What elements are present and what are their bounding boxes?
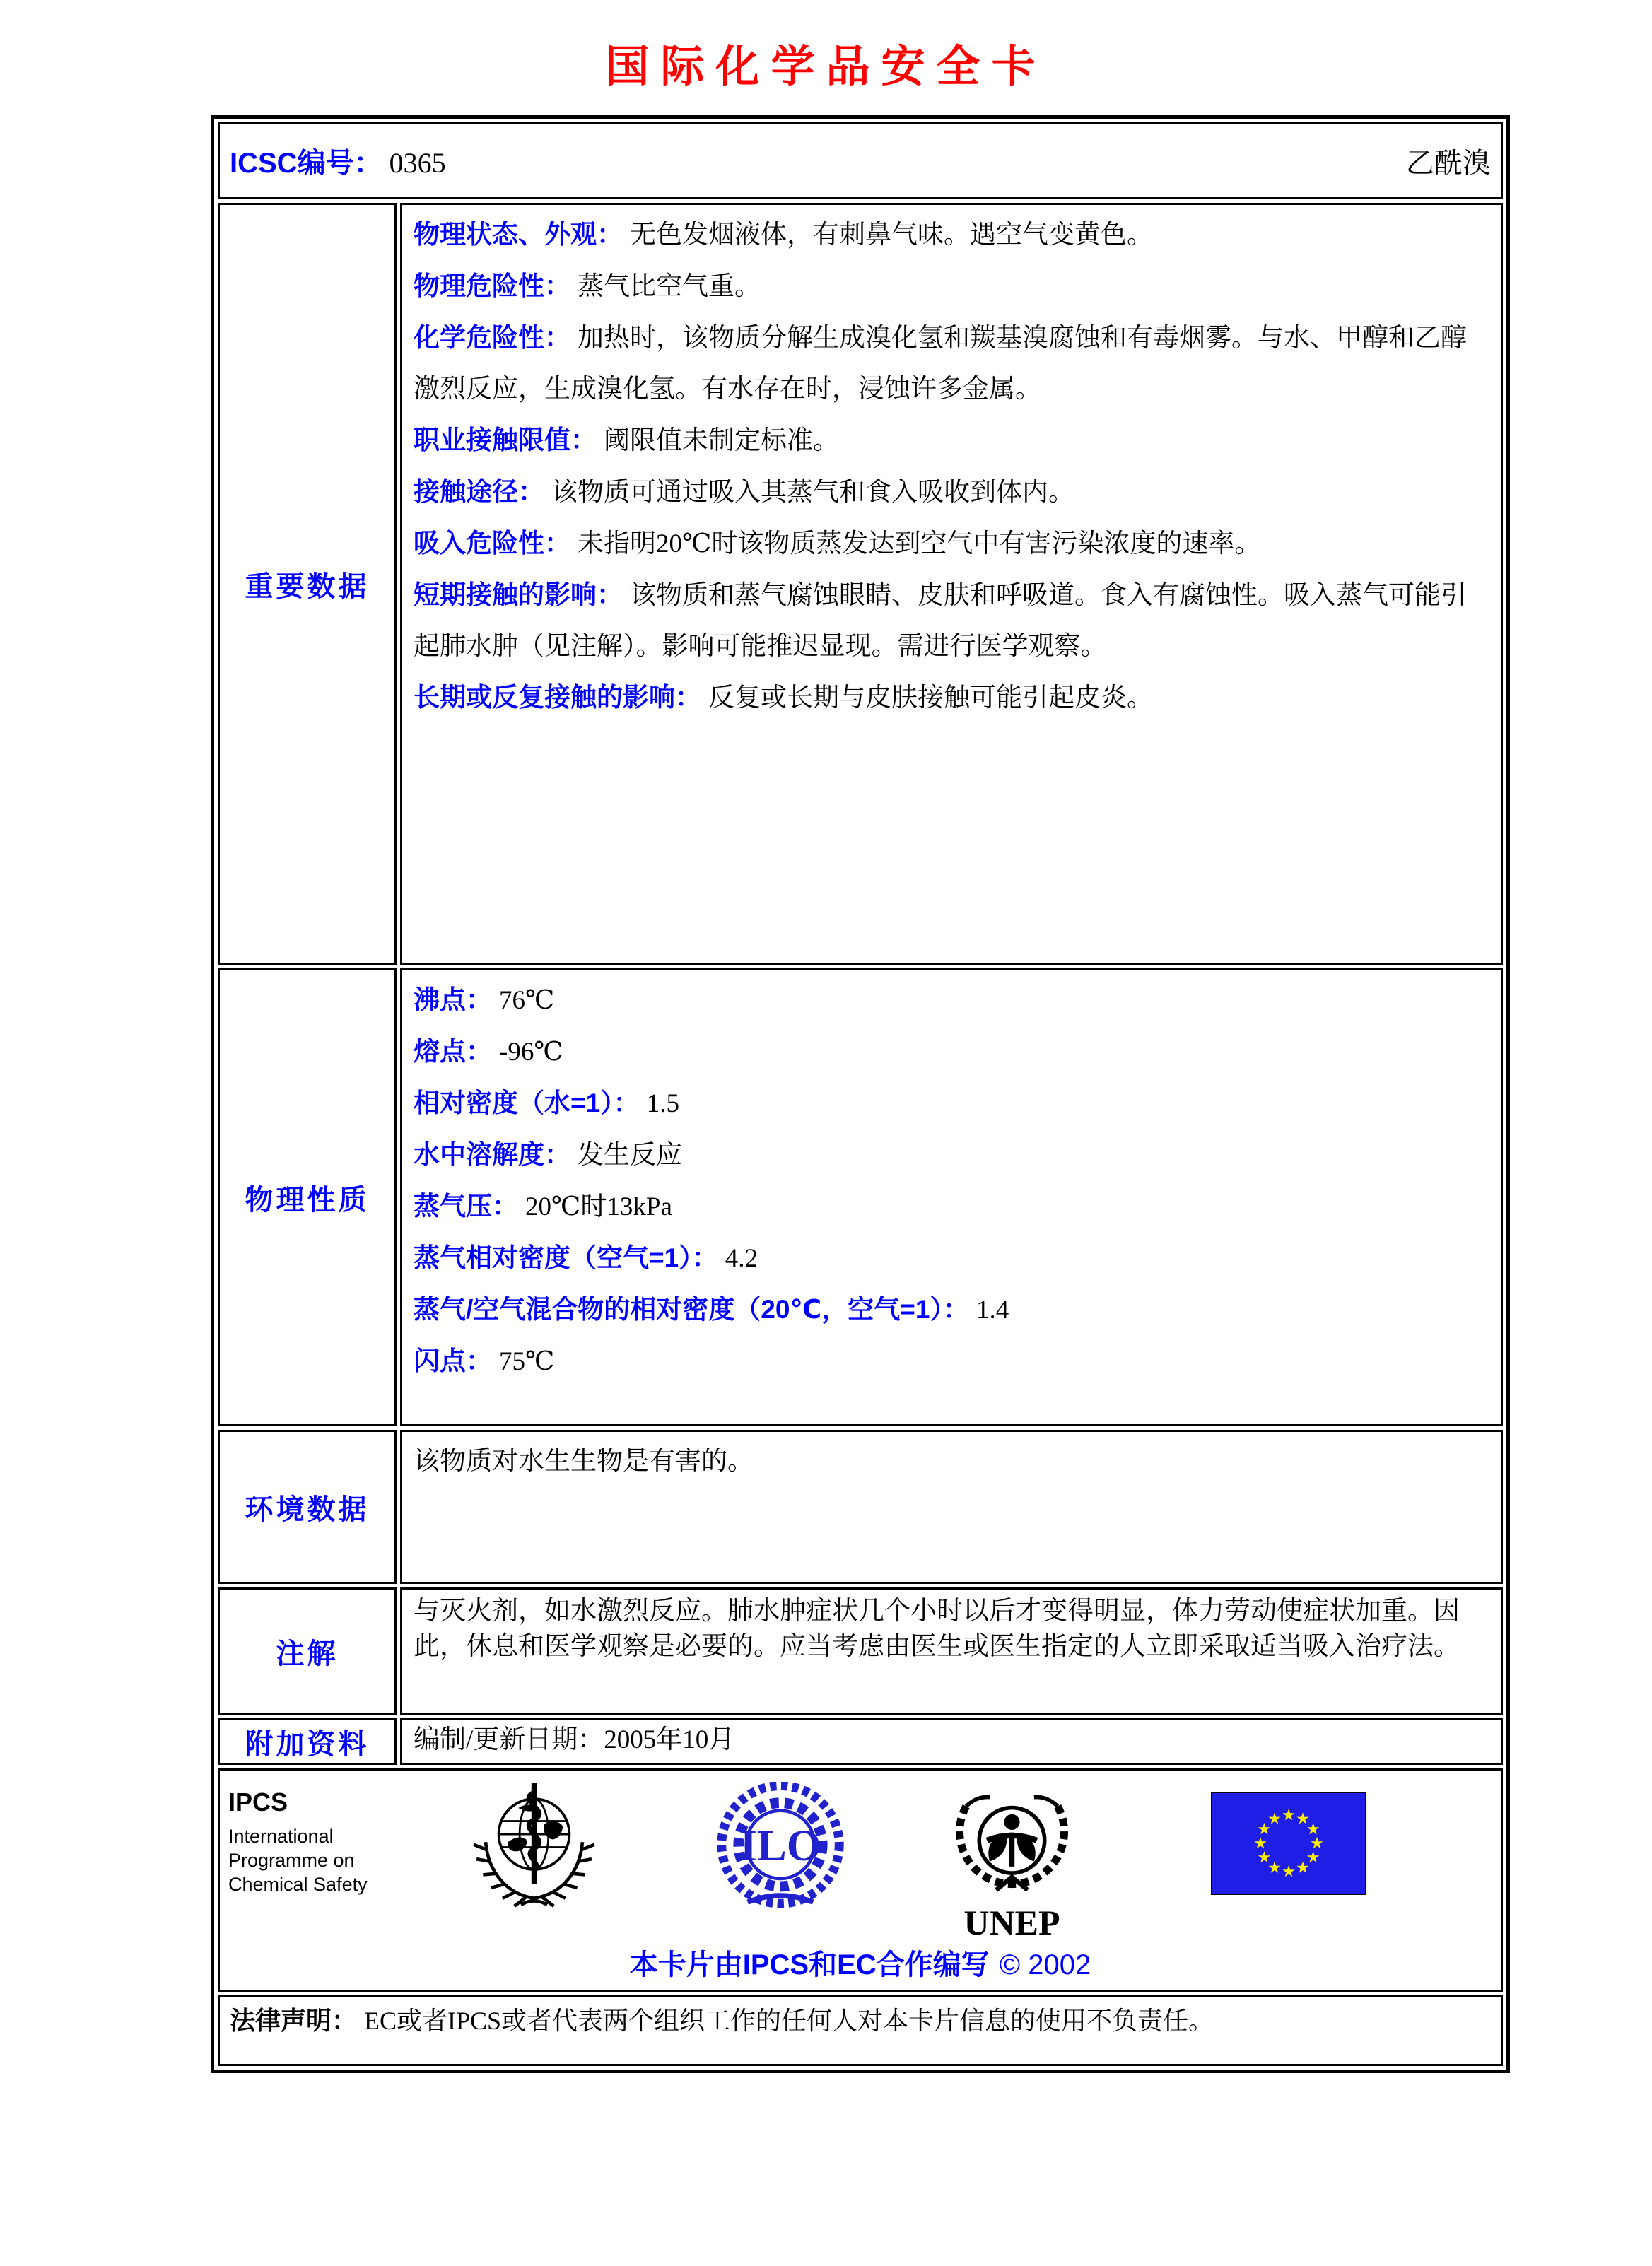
- icsc-header-cell: [218, 122, 1503, 199]
- logos-cell: [218, 1768, 1503, 1992]
- field-exposure-route: 接触途径： 该物质可通过吸入其蒸气和食入吸收到体内。: [414, 477, 1074, 507]
- legal-label: 法律声明：: [230, 2006, 358, 2035]
- additional-info-content: 编制/更新日期：2005年10月: [400, 1718, 1503, 1765]
- svg-text:UNEP: UNEP: [963, 1903, 1060, 1943]
- icsc-table: [211, 115, 1510, 2073]
- credit-text: 本卡片由IPCS和EC合作编写: [629, 1949, 990, 1980]
- environmental-data-row: [218, 1430, 1503, 1584]
- physical-properties-row: [218, 968, 1503, 1426]
- icsc-number-label: ICSC编号：: [230, 148, 382, 179]
- svg-text:ILO: ILO: [739, 1821, 821, 1870]
- page-title: 国际化学品安全卡: [605, 42, 1047, 91]
- environmental-data-content: 该物质对水生生物是有害的。: [400, 1430, 1503, 1584]
- field-flash-point: 闪点： 75℃: [414, 1346, 555, 1376]
- important-data-content: [400, 203, 1503, 965]
- eu-flag-icon: [1211, 1792, 1366, 1895]
- field-physical-danger: 物理危险性： 蒸气比空气重。: [414, 271, 761, 301]
- field-water-solubility: 水中溶解度： 发生反应: [414, 1140, 682, 1170]
- who-logo-icon: [469, 1776, 599, 1910]
- legal-text: EC或者IPCS或者代表两个组织工作的任何人对本卡片信息的使用不负责任。: [364, 2007, 1214, 2035]
- legal-row: [218, 1995, 1503, 2066]
- copyright-text: © 2002: [999, 1949, 1091, 1980]
- notes-content: 与灭火剂，如水激烈反应。肺水肿症状几个小时以后才变得明显，体力劳动使症状加重。因此，休息和医学观察是必要的。应当考虑由医生或医生指定的人立即采取适当吸入治疗法。: [400, 1587, 1503, 1715]
- physical-properties-content: [400, 968, 1503, 1426]
- field-occupational-limit: 职业接触限值： 阈限值未制定标准。: [414, 425, 839, 455]
- icsc-number-value: 0365: [389, 147, 446, 179]
- header-row: [218, 122, 1503, 199]
- notes-row-label: 注解: [218, 1587, 397, 1715]
- chemical-name: 乙酰溴: [1406, 147, 1491, 179]
- logos-row: [218, 1768, 1503, 1992]
- important-data-row-label: 重要数据: [218, 203, 397, 965]
- notes-row: [218, 1587, 1503, 1715]
- field-chemical-danger: 化学危险性： 加热时，该物质分解生成溴化氢和羰基溴腐蚀和有毒烟雾。与水、甲醇和乙醇激烈反应，生成溴化氢。有水存在时，浸蚀许多金属。: [414, 323, 1467, 404]
- credit-line: [220, 1942, 1501, 1983]
- additional-info-row-label: 附加资料: [218, 1718, 397, 1765]
- legal-cell: [218, 1995, 1503, 2066]
- field-boiling-point: 沸点： 76℃: [414, 985, 555, 1015]
- important-data-row: [218, 203, 1503, 965]
- field-relative-density: 相对密度（水=1）： 1.5: [414, 1088, 679, 1118]
- field-long-term-effects: 长期或反复接触的影响： 反复或长期与皮肤接触可能引起皮炎。: [414, 683, 1153, 712]
- field-melting-point: 熔点： -96℃: [414, 1037, 563, 1067]
- ilo-logo-icon: [713, 1782, 848, 1913]
- field-vapor-pressure: 蒸气压： 20℃时13kPa: [414, 1192, 672, 1221]
- field-physical-state: 物理状态、外观： 无色发烟液体，有刺鼻气味。遇空气变黄色。: [414, 220, 1153, 250]
- environmental-data-row-label: 环境数据: [218, 1430, 397, 1584]
- ipcs-acronym: IPCS: [228, 1787, 288, 1816]
- physical-properties-row-label: 物理性质: [218, 968, 397, 1426]
- field-vapor-air-mixture-density: 蒸气/空气混合物的相对密度（20℃，空气=1）： 1.4: [414, 1295, 1009, 1325]
- field-inhalation-risk: 吸入危险性： 未指明20℃时该物质蒸发达到空气中有害污染浓度的速率。: [414, 529, 1261, 558]
- additional-info-row: [218, 1718, 1503, 1765]
- unep-logo-icon: [947, 1778, 1077, 1944]
- ipcs-text-block: IPCS International Programme on Chemical Safety: [228, 1787, 368, 1895]
- field-short-term-effects: 短期接触的影响： 该物质和蒸气腐蚀眼睛、皮肤和呼吸道。食入有腐蚀性。吸入蒸气可能引起肺水肿（见注解）。影响可能推迟显现。需进行医学观察。: [414, 580, 1467, 661]
- field-vapor-relative-density: 蒸气相对密度（空气=1）： 4.2: [414, 1243, 758, 1273]
